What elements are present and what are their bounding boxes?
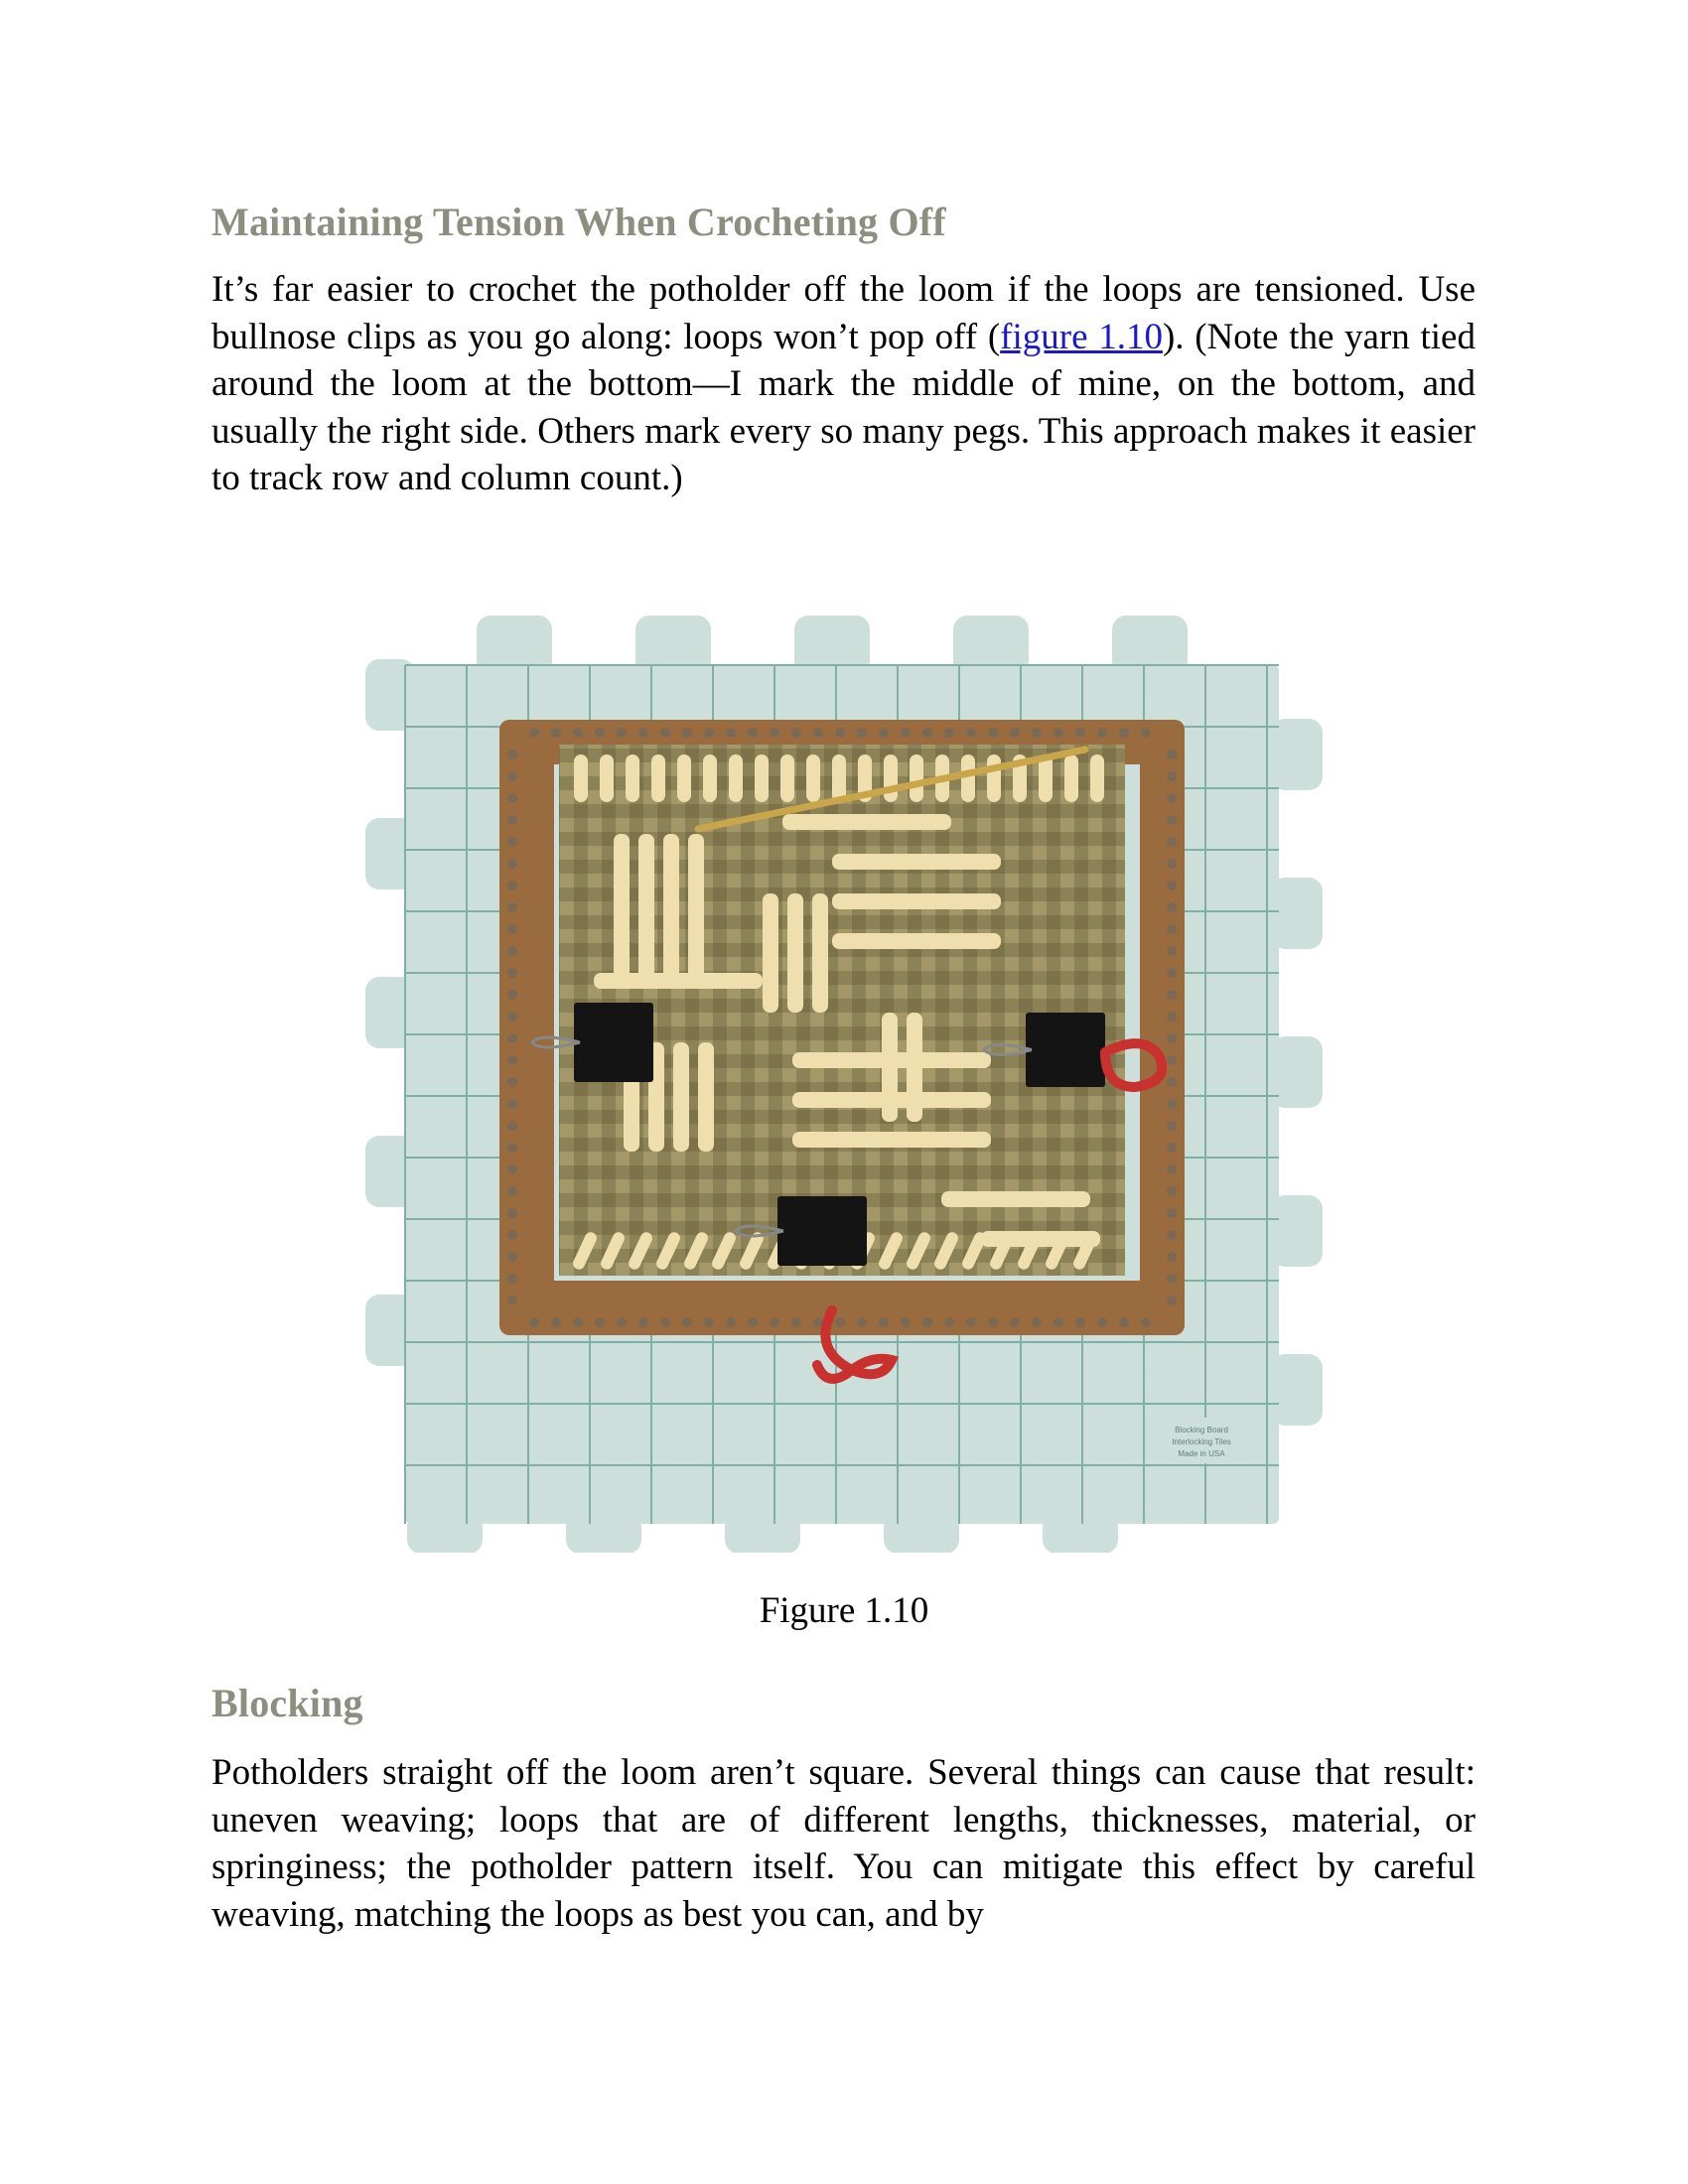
mat-label-line: Interlocking Tiles [1172, 1437, 1231, 1446]
loom-peg [638, 1317, 648, 1327]
loop-top [729, 754, 743, 802]
loom-peg [748, 1317, 758, 1327]
pattern-stripe [787, 893, 803, 1013]
binder-clip [574, 1003, 653, 1082]
mat-tab [365, 1136, 415, 1207]
loom-peg [507, 1274, 517, 1284]
loom-peg [879, 728, 889, 738]
loom-peg [507, 1055, 517, 1065]
pattern-stripe [792, 1052, 991, 1068]
pattern-stripe [614, 834, 630, 983]
mat-tab [1271, 719, 1323, 790]
loom-peg [966, 1317, 976, 1327]
mat-label-line: Blocking Board [1175, 1426, 1228, 1434]
loom-peg [1010, 728, 1020, 738]
paragraph-blocking: Potholders straight off the loom aren’t square. Several things can cause that result: uneven weaving; loops that are of different lengths, thicknesses, material, or springiness; the potholder pattern itself. You can mitigate this effect by careful weaving, matching the loops as best you can, and by [211, 1752, 1476, 1935]
loom-peg [1097, 1317, 1107, 1327]
pattern-stripe [832, 893, 1001, 909]
loom-peg [988, 728, 998, 738]
loom-peg [857, 1317, 867, 1327]
loom-peg [507, 859, 517, 869]
pattern-stripe [792, 1092, 991, 1108]
loop-top [677, 754, 691, 802]
mat-tab [365, 1295, 415, 1366]
loom-peg [770, 728, 779, 738]
loom-peg [988, 1317, 998, 1327]
loom-peg [682, 1317, 692, 1327]
loom-peg [1141, 728, 1151, 738]
loom-peg [595, 728, 605, 738]
loom-peg [507, 924, 517, 934]
loom-peg [1167, 1121, 1177, 1131]
loom-peg [507, 968, 517, 978]
loom-peg [507, 815, 517, 825]
loom-peg [529, 1317, 539, 1327]
loom-peg [704, 728, 714, 738]
figure-caption: Figure 1.10 [759, 1590, 929, 1631]
loop-top [832, 754, 846, 802]
mat-tab [1043, 1514, 1118, 1553]
pattern-stripe [638, 834, 654, 983]
pattern-stripe [688, 834, 704, 983]
loom-peg [507, 1143, 517, 1153]
loom-peg [1167, 1164, 1177, 1174]
loom-peg [1167, 946, 1177, 956]
loom-peg [1167, 815, 1177, 825]
loom-peg [704, 1317, 714, 1327]
loom-peg [507, 1077, 517, 1087]
loom-peg [617, 728, 627, 738]
mat-tab [407, 1514, 483, 1553]
loom-peg [879, 1317, 889, 1327]
loom-peg [529, 728, 539, 738]
mat-tab [566, 1514, 641, 1553]
loom-peg [507, 946, 517, 956]
loom-peg [1167, 881, 1177, 890]
pattern-stripe [832, 933, 1001, 949]
loom-peg [1167, 990, 1177, 1000]
loom-peg [770, 1317, 779, 1327]
loom-peg [748, 728, 758, 738]
figure-link[interactable]: figure 1.10 [1000, 316, 1163, 357]
loom-peg [507, 1121, 517, 1131]
loop-top [806, 754, 820, 802]
loom-peg [1119, 728, 1129, 738]
loom-peg [813, 728, 823, 738]
paragraph-tension [211, 266, 1476, 502]
pattern-stripe [594, 973, 763, 989]
loom-peg [507, 1012, 517, 1022]
mat-label-line: Made in USA [1178, 1449, 1225, 1458]
loom-peg [901, 728, 911, 738]
pattern-stripe [782, 814, 951, 830]
loom-peg [595, 1317, 605, 1327]
loom-peg [791, 1317, 801, 1327]
pattern-stripe [663, 834, 679, 983]
loom-peg [1167, 1296, 1177, 1305]
loom-peg [1167, 750, 1177, 759]
loom-peg [726, 1317, 736, 1327]
loom-peg [1167, 968, 1177, 978]
loop-top [600, 754, 614, 802]
loom-peg [1032, 728, 1042, 738]
loom-peg [507, 1230, 517, 1240]
paragraph-text-start: It’s far easier to crochet the potholder off the loom if the loops are tensioned. Use bullnose clips as you go along: loops won’t pop off ( [211, 269, 1476, 357]
loom-peg [1167, 837, 1177, 847]
pattern-stripe [792, 1132, 991, 1148]
pattern-stripe [832, 854, 1001, 870]
loom-peg [1167, 1252, 1177, 1262]
loom-peg [507, 771, 517, 781]
loom-peg [922, 728, 932, 738]
loop-top [574, 754, 588, 802]
loom-peg [1167, 1186, 1177, 1196]
loom-peg [835, 728, 845, 738]
loom-peg [682, 728, 692, 738]
figure-loom-photo [365, 596, 1323, 1553]
loom-peg [1167, 924, 1177, 934]
loom-peg [507, 1296, 517, 1305]
loom-peg [922, 1317, 932, 1327]
loom-peg [1167, 793, 1177, 803]
loom-peg [857, 728, 867, 738]
loom-peg [551, 728, 561, 738]
loom-peg [507, 1099, 517, 1109]
loop-top [987, 754, 1001, 802]
loom-peg [1167, 1055, 1177, 1065]
loom-peg [1167, 902, 1177, 912]
loop-top [961, 754, 975, 802]
binder-clip [777, 1196, 867, 1266]
mat-tab [365, 818, 415, 889]
loop-top [626, 754, 639, 802]
loom-peg [944, 1317, 954, 1327]
loom-peg [1054, 728, 1063, 738]
loop-top [1064, 754, 1078, 802]
pattern-stripe [812, 893, 828, 1013]
pattern-stripe [763, 893, 778, 1013]
loop-top [1090, 754, 1104, 802]
loom-peg [726, 728, 736, 738]
loop-top [884, 754, 898, 802]
loop-top [651, 754, 665, 802]
binder-clip [1026, 1013, 1105, 1087]
loom-peg [638, 728, 648, 738]
mat-tab [1271, 1354, 1323, 1426]
loom-peg [660, 1317, 670, 1327]
loom-peg [507, 1252, 517, 1262]
loom-peg [835, 1317, 845, 1327]
loom-peg [1054, 1317, 1063, 1327]
loop-top [755, 754, 769, 802]
section-heading-tension: Maintaining Tension When Crocheting Off [211, 200, 946, 244]
mat-tab [365, 659, 415, 731]
mat-tab [1271, 878, 1323, 949]
paragraph-text-end: ). (Note the yarn tied around the loom at the bottom—I mark the middle of mine, on the bottom, and usually the right side. Others mark every so many pegs. This approach makes it easier to track row and column count.) [211, 316, 1476, 499]
loom-peg [551, 1317, 561, 1327]
pattern-stripe [698, 1042, 714, 1152]
pattern-stripe [673, 1042, 689, 1152]
loom-peg [1167, 1099, 1177, 1109]
loom-peg [1167, 1208, 1177, 1218]
loom-peg [1167, 1230, 1177, 1240]
loom-peg [573, 1317, 583, 1327]
loom-peg [573, 728, 583, 738]
loom-peg [507, 990, 517, 1000]
loom-peg [1167, 1077, 1177, 1087]
mat-tab [1271, 1036, 1323, 1108]
loom-peg [507, 1164, 517, 1174]
loom-peg [966, 728, 976, 738]
loom-peg [507, 837, 517, 847]
loom-peg [1167, 771, 1177, 781]
loom-peg [944, 728, 954, 738]
loom-peg [1075, 728, 1085, 738]
loom-peg [617, 1317, 627, 1327]
mat-tab [725, 1514, 800, 1553]
loom-peg [901, 1317, 911, 1327]
loom-peg [791, 728, 801, 738]
loom-peg [1119, 1317, 1129, 1327]
loom-peg [507, 881, 517, 890]
loom-peg [507, 750, 517, 759]
loom-peg [1141, 1317, 1151, 1327]
loom-peg [507, 1033, 517, 1043]
mat-tab [1271, 1195, 1323, 1267]
loom-peg [660, 728, 670, 738]
loop-top [703, 754, 717, 802]
loom-peg [1167, 1033, 1177, 1043]
loop-top [910, 754, 923, 802]
loom-peg [507, 793, 517, 803]
loom-peg [1097, 728, 1107, 738]
mat-tab [884, 1514, 959, 1553]
loom-peg [507, 1208, 517, 1218]
pattern-stripe [941, 1191, 1090, 1207]
mat-tab [365, 977, 415, 1048]
loom-peg [1167, 1143, 1177, 1153]
loom-peg [1167, 1012, 1177, 1022]
loom-peg [1032, 1317, 1042, 1327]
loom-peg [1167, 1274, 1177, 1284]
section-heading-blocking: Blocking [211, 1681, 363, 1725]
loom-peg [1075, 1317, 1085, 1327]
loom-peg [507, 902, 517, 912]
loom-peg [507, 1186, 517, 1196]
loop-top [780, 754, 794, 802]
loom-peg [1010, 1317, 1020, 1327]
loom-peg [1167, 859, 1177, 869]
